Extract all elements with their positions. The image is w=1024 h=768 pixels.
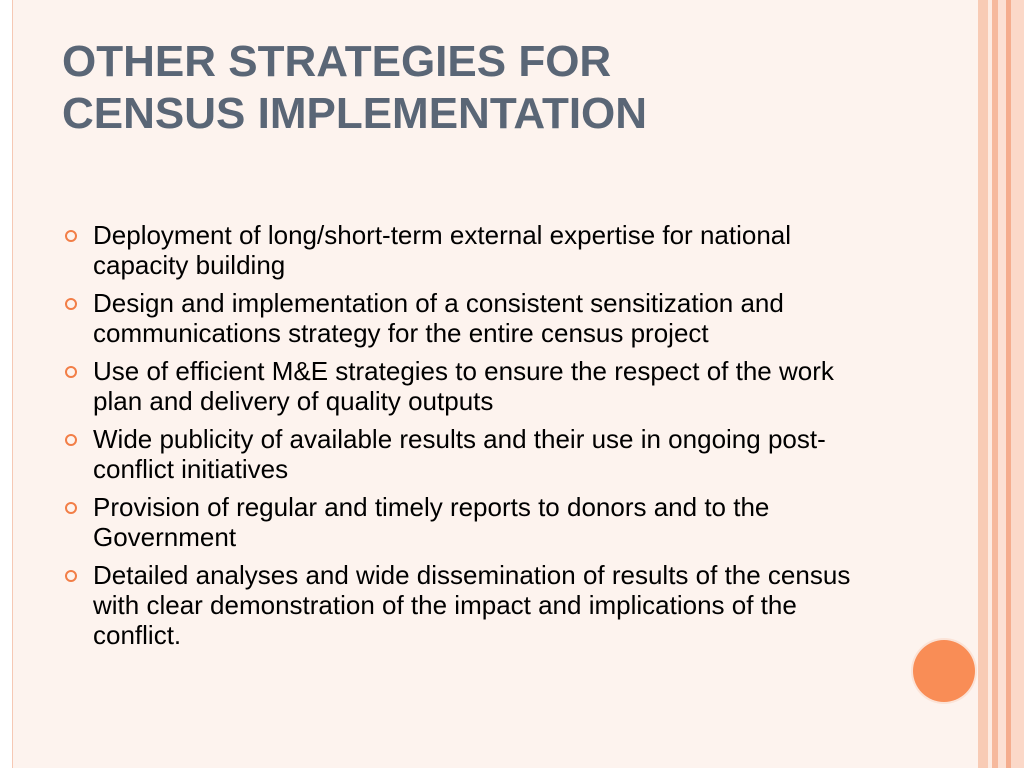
bullet-item	[62, 424, 882, 484]
hollow-circle-bullet-icon	[65, 570, 77, 582]
bullet-item	[62, 220, 882, 280]
bullet-text: Design and implementation of a consistent sensitization and communications strategy for the entire census project	[93, 288, 784, 348]
orange-circle-decoration	[913, 640, 975, 702]
bullet-list	[62, 220, 882, 658]
bullet-item	[62, 560, 882, 650]
bullet-text: Detailed analyses and wide dissemination of results of the census with clear demonstration of the impact and implications of the conflict.	[93, 560, 851, 650]
bullet-item	[62, 492, 882, 552]
hollow-circle-bullet-icon	[65, 298, 77, 310]
right-decorative-stripe	[1011, 0, 1024, 768]
slide-title-line-1: OTHER STRATEGIES FOR	[62, 37, 612, 86]
hollow-circle-bullet-icon	[65, 366, 77, 378]
bullet-item	[62, 288, 882, 348]
hollow-circle-bullet-icon	[65, 230, 77, 242]
bullet-text: Wide publicity of available results and their use in ongoing post-conflict initiatives	[93, 424, 826, 484]
right-decorative-stripe	[998, 0, 1006, 768]
bullet-item	[62, 356, 882, 416]
hollow-circle-bullet-icon	[65, 502, 77, 514]
slide-title-line-2: CENSUS IMPLEMENTATION	[62, 89, 648, 138]
bullet-text: Use of efficient M&E strategies to ensure the respect of the work plan and delivery of quality outputs	[93, 356, 834, 416]
bullet-text: Provision of regular and timely reports to donors and to the Government	[93, 492, 770, 552]
slide-title	[62, 36, 942, 140]
bullet-text: Deployment of long/short-term external expertise for national capacity building	[93, 220, 792, 280]
right-decorative-stripe	[978, 0, 988, 768]
hollow-circle-bullet-icon	[65, 434, 77, 446]
